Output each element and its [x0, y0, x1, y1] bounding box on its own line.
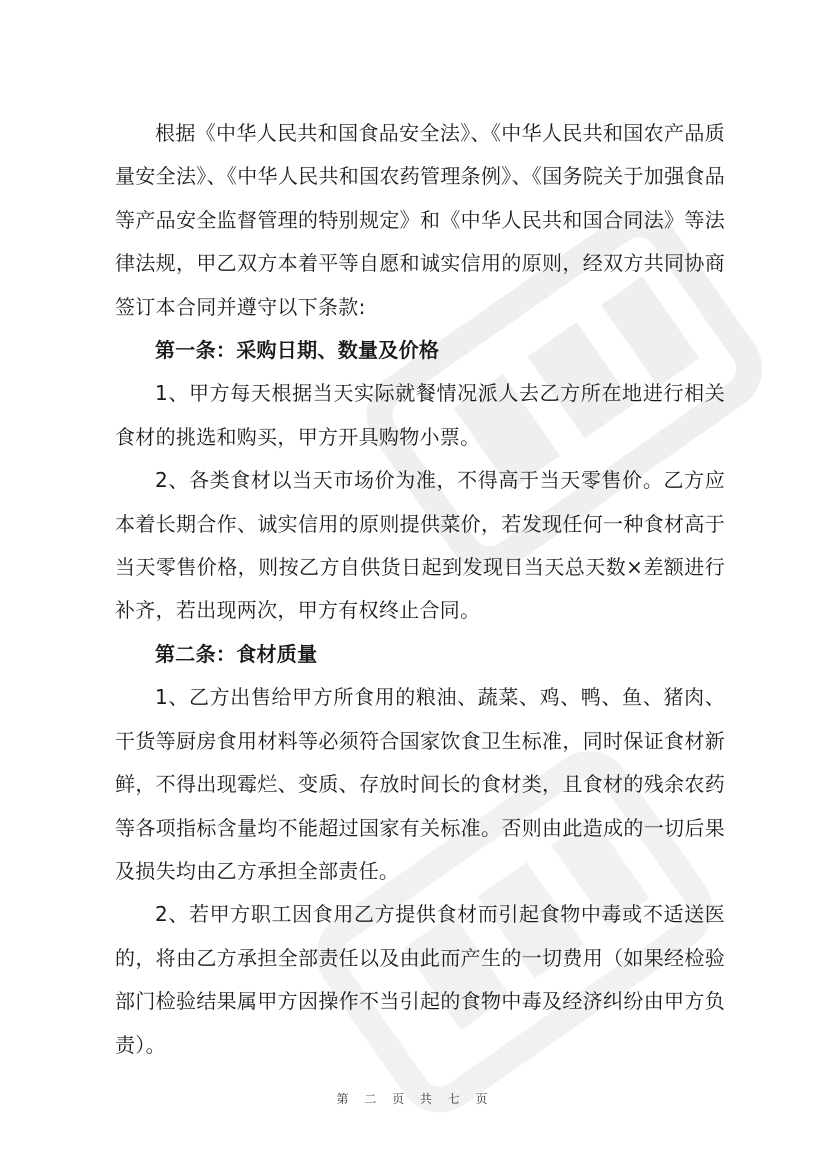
article-1-clause-1: 1、甲方每天根据当天实际就餐情况派人去乙方所在地进行相关食材的挑选和购买，甲方开具购物小票。 [115, 381, 725, 449]
article-2-heading: 第二条：食材质量 [155, 641, 318, 666]
intro-paragraph: 根据《中华人民共和国食品安全法》、《中华人民共和国农产品质量安全法》、《中华人民共和国农药管理条例》、《国务院关于加强食品等产品安全监督管理的特别规定》和《中华人民共和国合同法》等法律法规，甲乙双方本着平等自愿和诚实信用的原则，经双方共同协商签订本合同并遵守以下条款: [115, 121, 725, 319]
article-1-heading: 第一条：采购日期、数量及价格 [155, 338, 440, 363]
article-2-clause-1: 1、乙方出售给甲方所食用的粮油、蔬菜、鸡、鸭、鱼、猪肉、干货等厨房食用材料等必须符合国家饮食卫生标准，同时保证食材新鲜，不得出现霉烂、变质、存放时间长的食材类，且食材的残余农药等各项指标含量均不能超过国家有关标准。否则由此造成的一切后果及损失均由乙方承担全部责任。 [115, 685, 725, 883]
article-2-clause-2: 2、若甲方职工因食用乙方提供食材而引起食物中毒或不适送医的，将由乙方承担全部责任以及由此而产生的一切费用（如果经检验部门检验结果属甲方因操作不当引起的食物中毒及经济纠纷由甲方负责）。 [115, 902, 725, 1057]
page-number-footer: 第 二 页 共 七 页 [336, 1092, 494, 1106]
article-1-clause-2: 2、各类食材以当天市场价为准，不得高于当天零售价。乙方应本着长期合作、诚实信用的原则提供菜价，若发现任何一种食材高于当天零售价格，则按乙方自供货日起到发现日当天总天数×差额进行补齐，若出现两次，甲方有权终止合同。 [115, 468, 725, 623]
document-body [115, 112, 725, 1067]
